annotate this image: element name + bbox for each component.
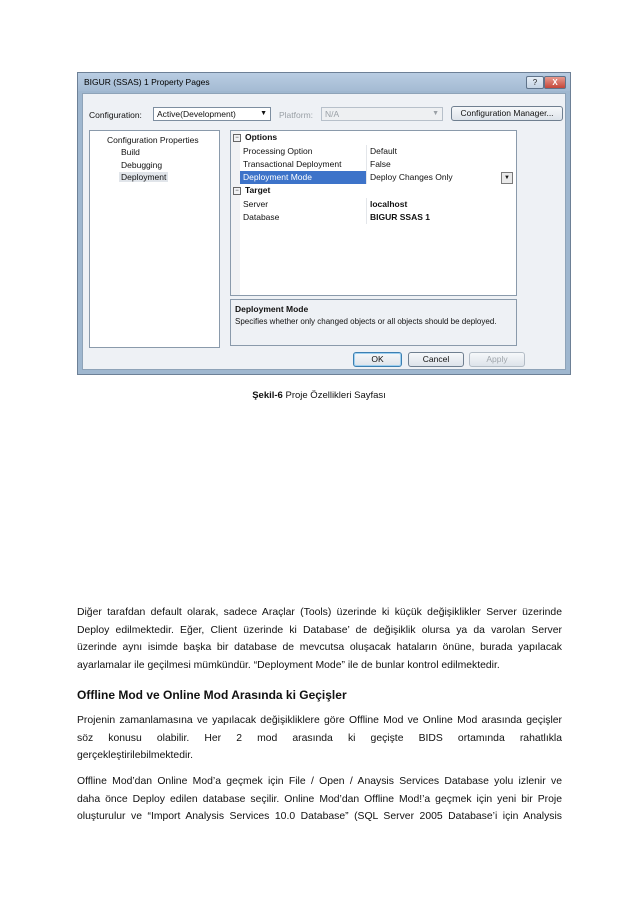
dialog-title: BIGUR (SSAS) 1 Property Pages [84,77,210,87]
tree-item-build[interactable]: Build [121,147,140,157]
figure-caption [0,390,638,401]
tree-item-deployment[interactable]: Deployment [121,172,167,182]
description-title: Deployment Mode [235,304,309,314]
configuration-tree [89,130,220,348]
text-line: söz konusu olabilir. Her 2 mod arasında ki geçişte BIDS ortamında rahatlıkla [77,732,562,744]
platform-select [321,107,443,121]
category-target[interactable] [233,185,270,195]
tree-item-configuration-properties[interactable]: Configuration Properties [107,135,199,145]
property-name: Processing Option [243,146,313,156]
section-heading: Offline Mod ve Online Mod Arasında ki Geçişler [77,688,347,702]
apply-button: Apply [469,352,525,367]
grid-gutter [231,131,240,295]
configuration-manager-button[interactable]: Configuration Manager... [451,106,563,121]
property-name: Deployment Mode [243,172,312,182]
platform-label: Platform: [279,110,314,120]
help-button[interactable]: ? [526,76,544,89]
figure-caption-text: Proje Özellikleri Sayfası [282,390,386,401]
description-panel [230,299,517,346]
property-row[interactable] [240,158,516,171]
paragraph-offline-online [77,773,562,826]
property-name: Database [243,212,280,222]
column-divider [366,145,367,158]
dropdown-arrow-icon[interactable]: ▼ [501,172,513,184]
property-row-selected[interactable] [240,171,516,184]
property-pages-dialog [77,72,571,375]
property-value: Default [370,146,397,156]
category-options[interactable] [233,132,277,142]
property-value: BIGUR SSAS 1 [370,212,430,222]
text-line: Diğer tarafdan default olarak, sadece Araçlar (Tools) üzerinde ki küçük değişiklikler Server üzerinde [77,607,562,618]
configuration-label: Configuration: [89,110,142,120]
cancel-button[interactable]: Cancel [408,352,464,367]
platform-value: N/A [325,109,340,119]
column-divider [366,171,367,184]
text-line: oluşturulur ve “Import Analysis Services 10.0 Database” (SQL Server 2005 Database’i için Analysis [77,811,562,822]
collapse-icon[interactable]: − [233,187,241,195]
text-line: Deploy edilmektedir. Eğer, Client üzerinde ki Database’ de değişiklik olursa ya da varolan Server [77,624,562,636]
text-line: gerçekleştirilebilmektedir. [77,750,194,761]
ok-button[interactable]: OK [353,352,402,367]
property-row[interactable] [240,198,516,211]
dialog-client-area [82,93,566,370]
property-row[interactable] [240,145,516,158]
tree-item-debugging[interactable]: Debugging [121,160,163,170]
chevron-down-icon: ▼ [432,110,439,117]
description-text: Specifies whether only changed objects or all objects should be deployed. [235,317,497,326]
property-name: Server [243,199,269,209]
property-row[interactable] [240,211,516,224]
property-value: False [370,159,391,169]
property-value: localhost [370,199,408,209]
dialog-titlebar [78,73,570,91]
text-line: ayarlamalar ile geçilmesi mümkündür. “Deployment Mode” ile de bunlar kontrol edilmektedir. [77,659,500,671]
column-divider [366,158,367,171]
text-line: Offline Mod’dan Online Mod’a geçmek için File / Open / Anaysis Services Database yolu izlenir ve [77,776,562,787]
column-divider [366,211,367,224]
close-button[interactable]: X [544,76,566,89]
text-line: Projenin zamanlamasına ve yapılacak değişikliklere göre Offline Mod ve Online Mod arasında geçişler [77,715,562,726]
category-options-label: Options [245,132,278,142]
category-target-label: Target [245,185,271,195]
text-line: daha önce Deploy edilen database seçilir. Online Mod’dan Offline Mod!’a geçmek için yeni bir Proje [77,793,562,805]
collapse-icon[interactable]: − [233,134,241,142]
configuration-value: Active(Development) [157,109,236,119]
configuration-select[interactable] [153,107,271,121]
column-divider [366,198,367,211]
property-grid [230,130,517,296]
figure-caption-label: Şekil-6 [252,390,283,401]
text-line: üzerinde aynı isimde başka bir database de mevcutsa oluşacak hataların önüne, burada yapılacak [77,642,562,653]
paragraph-deployment [77,604,562,674]
chevron-down-icon: ▼ [260,110,267,117]
paragraph-mode-switch [77,712,562,765]
property-value: Deploy Changes Only [370,172,453,182]
property-name: Transactional Deployment [243,159,342,169]
